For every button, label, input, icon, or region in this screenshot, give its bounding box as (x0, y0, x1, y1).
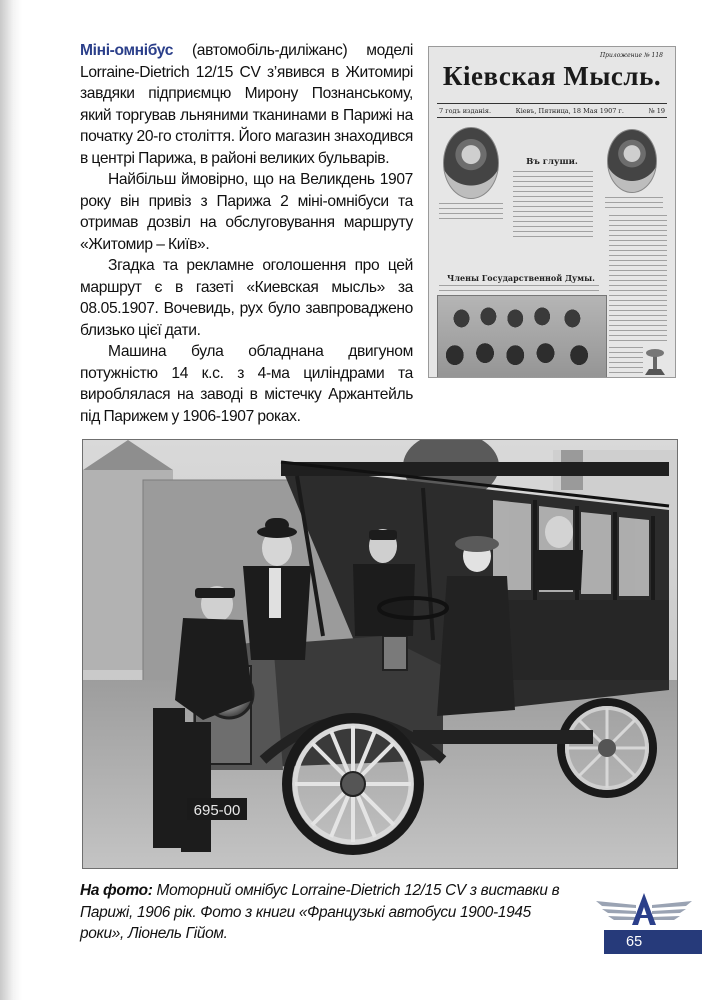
omnibus-photo-drawing (83, 440, 678, 869)
newspaper-rule (437, 103, 667, 104)
intro-paragraph-1-rest: (автомобіль-диліжанс) моделі Lorraine-Dietrich 12/15 CV з’явився в Житомирі завдяки підприємцю Мирону Познанському, який торгував льняними тканинами в Парижі на початку 20-го століття. Його магазин знаходився в центрі Парижа, в районі великих бульварів. (80, 42, 413, 167)
intro-paragraph-1 (80, 40, 413, 169)
newspaper-duma-heading: Члены Государственной Думы. (447, 273, 595, 283)
page-number: 65 (604, 930, 702, 954)
newspaper-column-text (439, 285, 599, 293)
caption-lead: На фото: (80, 882, 153, 899)
newspaper-dateline-center: Кіевъ, Пятница, 18 Мая 1907 г. (515, 107, 624, 115)
newspaper-clipping (428, 46, 676, 378)
newspaper-column-text (605, 197, 663, 209)
newspaper-lamp-illustration (637, 347, 673, 378)
newspaper-group-photo (437, 295, 607, 378)
newspaper-portrait-right (607, 129, 657, 193)
photo-caption (80, 880, 560, 945)
newspaper-rule (437, 117, 667, 118)
omnibus-photo (82, 439, 678, 869)
newspaper-column-text (513, 171, 593, 241)
winged-emblem-icon (596, 889, 692, 929)
plate-number: 695-00 (193, 802, 241, 819)
intro-term: Міні-омнібус (80, 42, 174, 59)
intro-paragraph-2: Найбільш ймовірно, що на Великдень 1907 року він привіз з Парижа 2 міні-омнібуси та отримав дозвіл на обслуговування маршруту «Житомир – Київ». (80, 171, 413, 253)
newspaper-dateline (439, 107, 665, 115)
intro-text (80, 40, 413, 427)
intro-paragraph-3: Згадка та рекламне оголошення про цей маршрут є в газеті «Киевская мысль» за 08.05.1907. Вочевидь, рух було завпроваджено близько цієї дати. (80, 257, 413, 339)
front-wheel (287, 718, 419, 850)
intro-paragraph-4: Машина була обладнана двигуном потужністю 14 к.с. з 4-ма циліндрами та вироблялася на заводі в містечку Аржантейль під Парижем у 1906-1907 роках. (80, 343, 413, 425)
newspaper-masthead: Кіевская Мысль. (442, 61, 662, 91)
newspaper-supplement-label: Приложение № 118 (599, 52, 663, 59)
page-binding-shadow (0, 0, 22, 1000)
newspaper-portrait-left (443, 127, 499, 199)
newspaper-dateline-right: № 19 (648, 107, 665, 115)
newspaper-column-text (609, 215, 667, 345)
rear-wheel (561, 702, 653, 794)
newspaper-dateline-left: 7 годъ изданія. (439, 107, 492, 115)
caption-text: Моторний омнібус Lorraine-Dietrich 12/15 CV з виставки в Парижі, 1906 рік. Фото з книги «Французькі автобуси 1900-1945 роки», Ліонель Гійом. (80, 882, 560, 942)
newspaper-column-text (439, 203, 503, 219)
newspaper-section-heading: Въ глуши. (526, 157, 578, 167)
